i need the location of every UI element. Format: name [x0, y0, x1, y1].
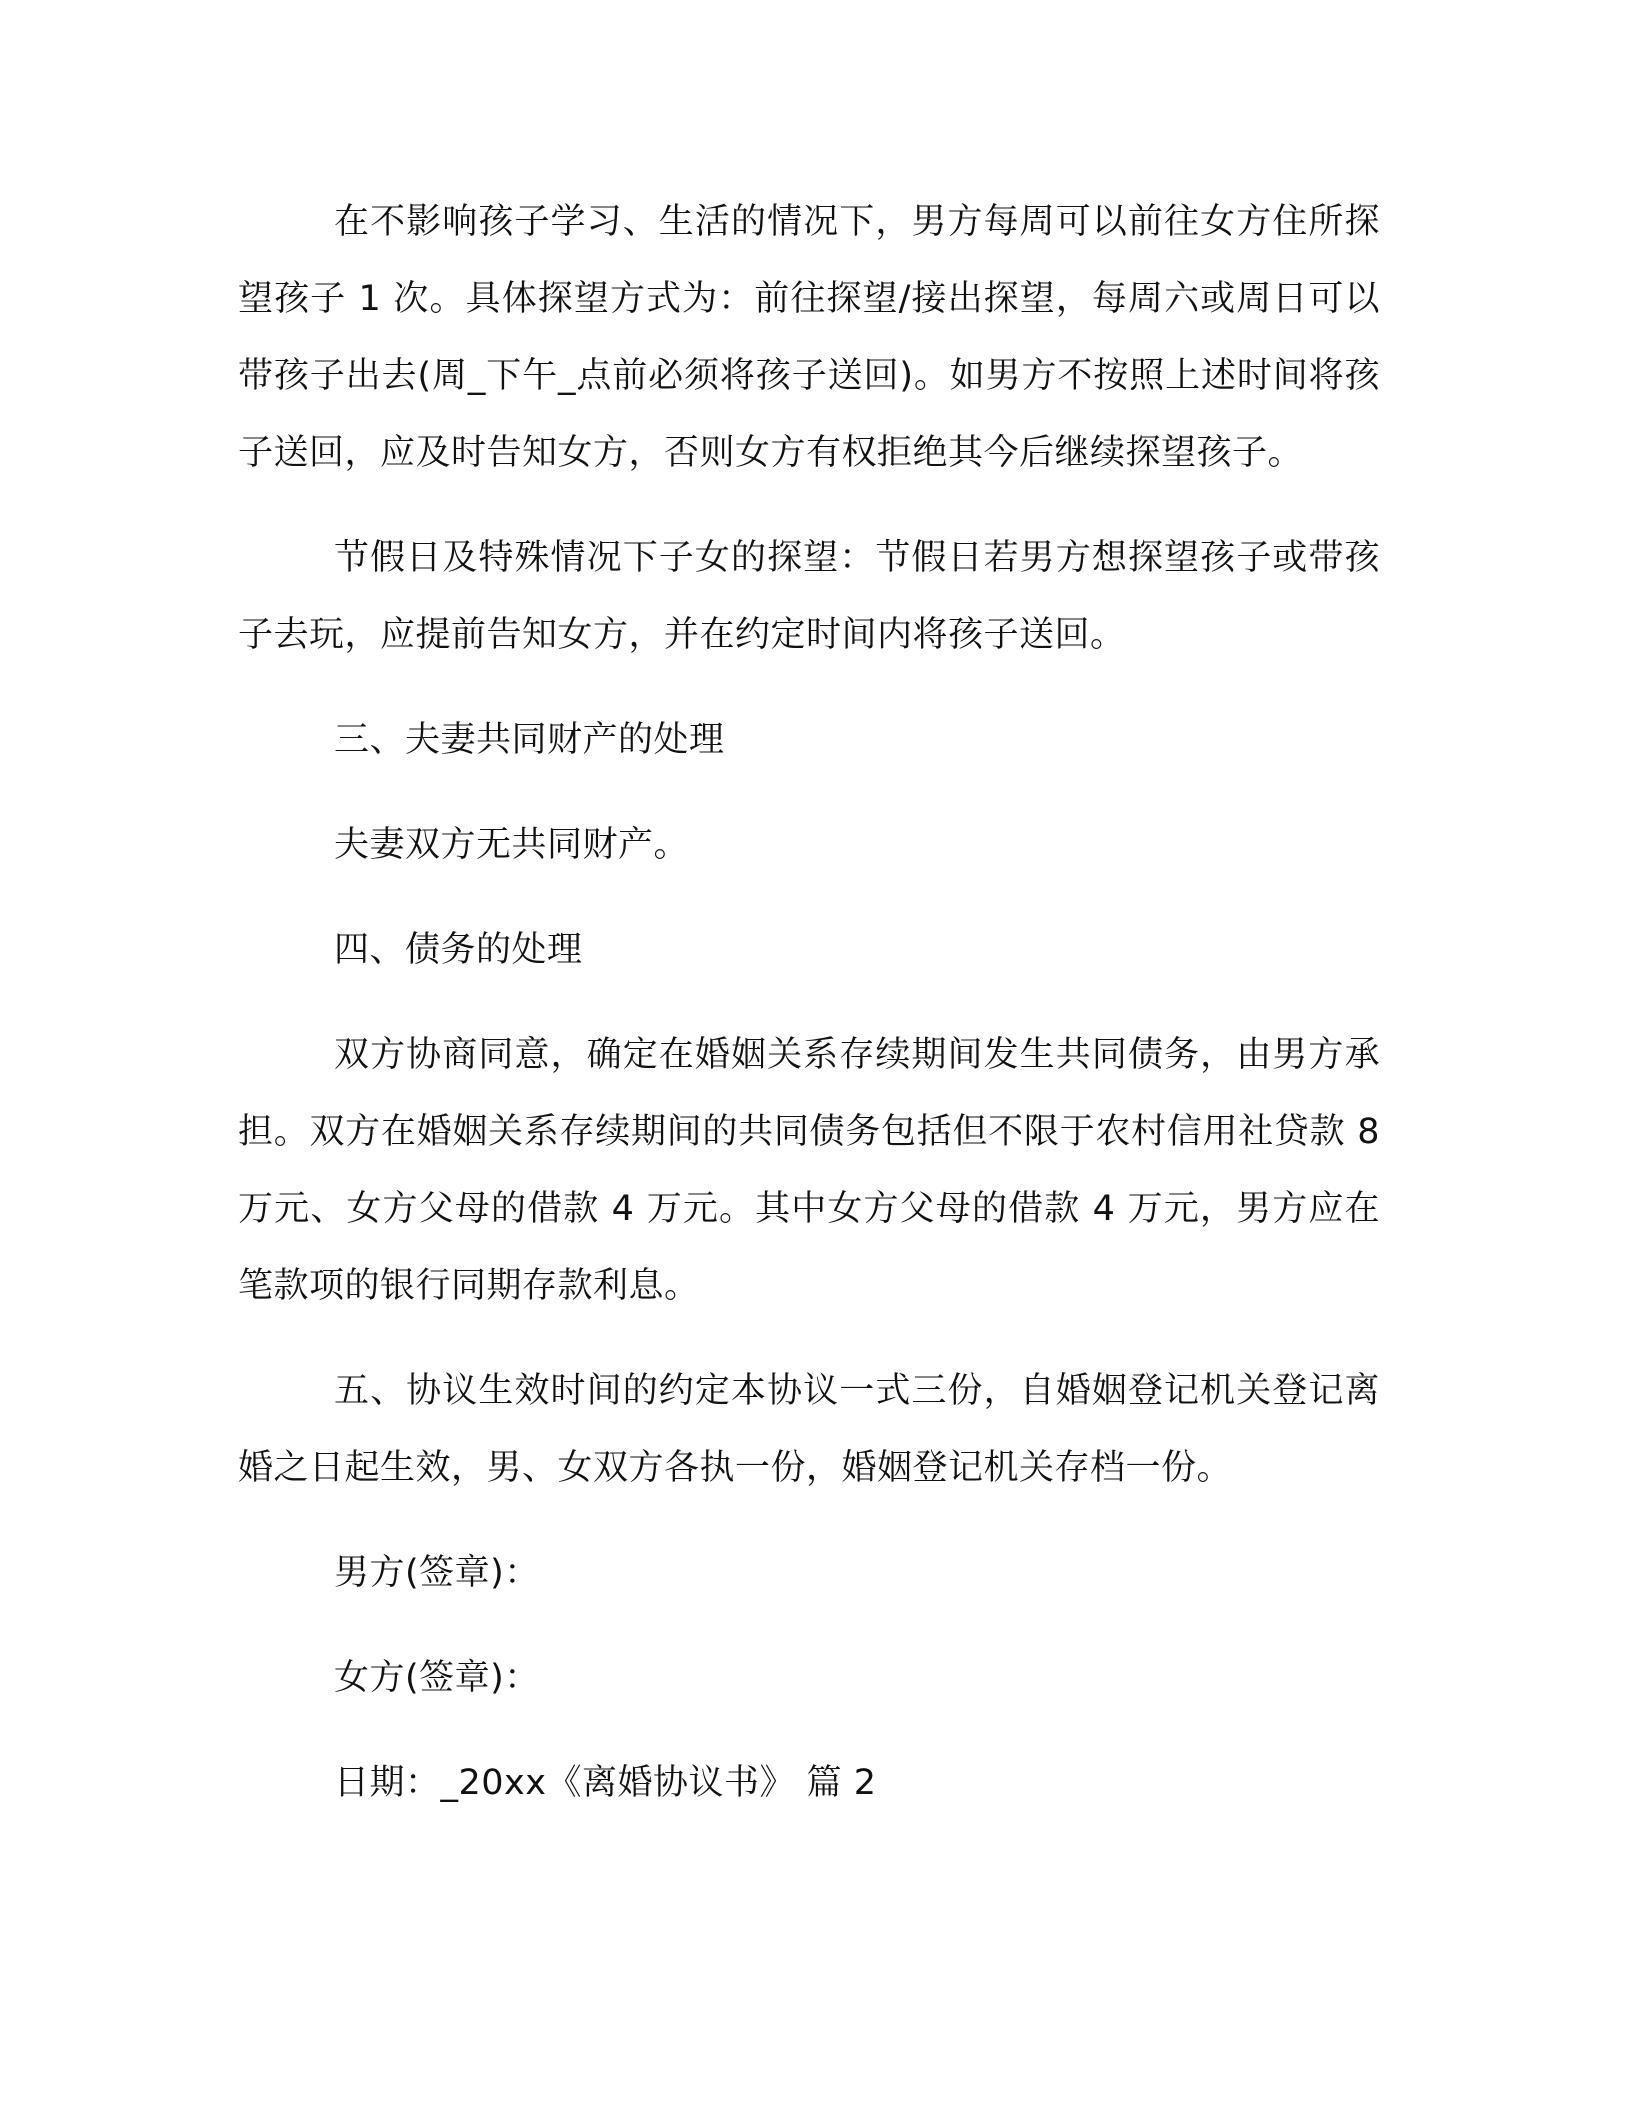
paragraph-property: 夫妻双方无共同财产。 — [334, 825, 690, 865]
document-page — [238, 184, 1380, 1850]
paragraph-visitation-weekly: 在不影响孩子学习、生活的情况下，男方每周可以前往女方住所探望孩子 1 次。具体探望方式为：前往探望/接出探望，每周六或周日可以带孩子出去(周_下午_点前必须将孩子送回)。如男方不按照上述时间将孩子送回，应及时告知女方，否则女方有权拒绝其今后继续探望孩子。 — [238, 202, 1380, 473]
section-heading-property: 三、夫妻共同财产的处理 — [334, 720, 725, 760]
signature-male: 男方(签章)： — [334, 1553, 540, 1593]
section-heading-debt: 四、债务的处理 — [334, 930, 583, 970]
date-line: 日期：_20xx《离婚协议书》 篇 2 — [334, 1763, 877, 1803]
paragraph-visitation-holiday: 节假日及特殊情况下子女的探望：节假日若男方想探望孩子或带孩子去玩，应提前告知女方，并在约定时间内将孩子送回。 — [238, 538, 1380, 655]
signature-female: 女方(签章)： — [334, 1658, 540, 1698]
paragraph-effective-date: 五、协议生效时间的约定本协议一式三份，自婚姻登记机关登记离婚之日起生效，男、女双方各执一份，婚姻登记机关存档一份。 — [238, 1371, 1380, 1488]
paragraph-debt: 双方协商同意，确定在婚姻关系存续期间发生共同债务，由男方承担。双方在婚姻关系存续期间的共同债务包括但不限于农村信用社贷款 8 万元、女方父母的借款 4 万元。其中女方父母的借款 4 万元，男方应在笔款项的银行同期存款利息。 — [238, 1035, 1380, 1306]
